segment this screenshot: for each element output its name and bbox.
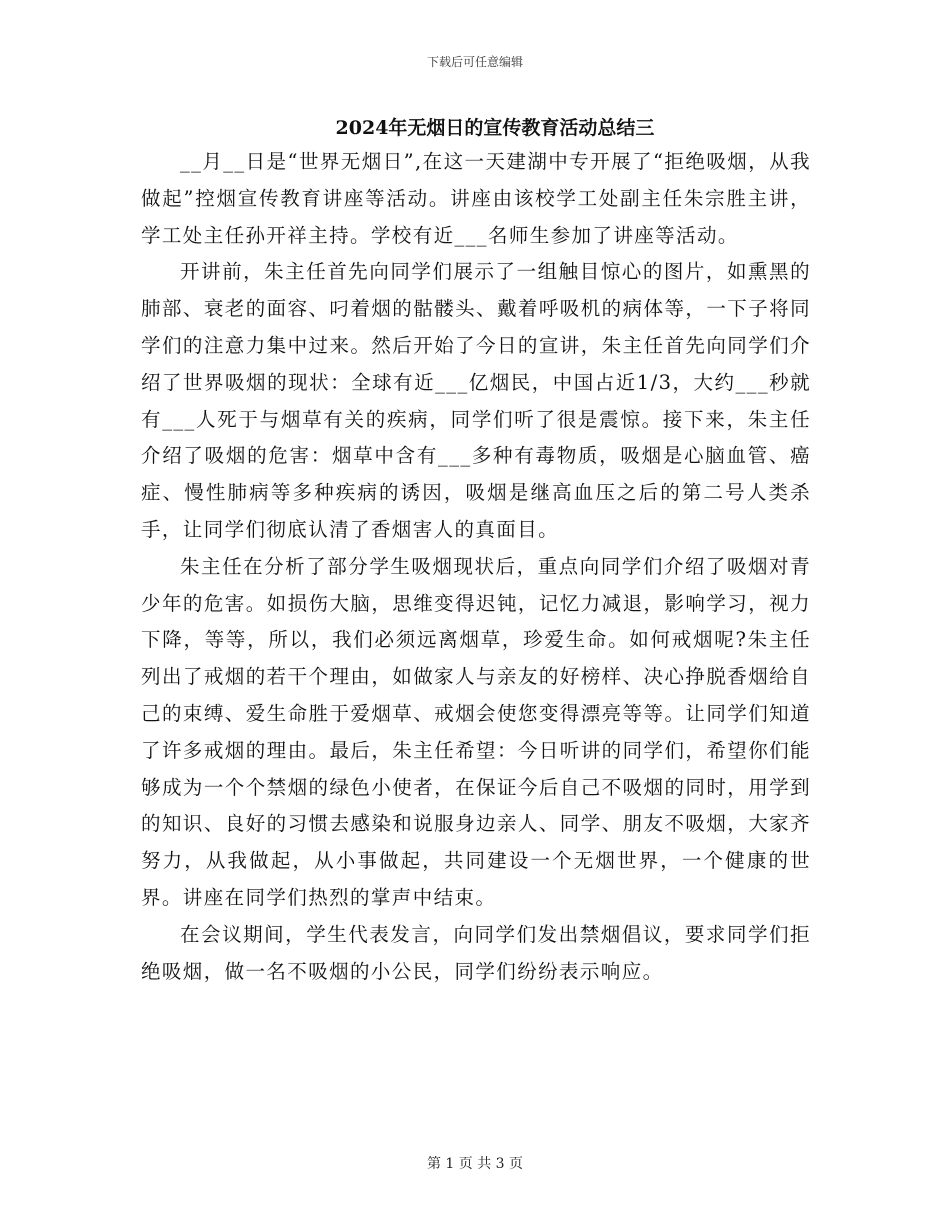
paragraph-4: 在会议期间，学生代表发言，向同学们发出禁烟倡议，要求同学们拒绝吸烟，做一名不吸烟的小公民，同学们纷纷表示响应。	[141, 922, 811, 983]
page-number: 第 1 页 共 3 页	[426, 1156, 524, 1172]
paragraph-2: 开讲前，朱主任首先向同学们展示了一组触目惊心的图片，如熏黑的肺部、衰老的面容、叼着烟的骷髅头、戴着呼吸机的病体等，一下子将同学们的注意力集中过来。然后开始了今日的宣讲，朱主任首先向同学们介绍了世界吸烟的现状：全球有近___亿烟民，中国占近1/3，大约___秒就有___人死于与烟草有关的疾病，同学们听了很是震惊。接下来，朱主任介绍了吸烟的危害：烟草中含有___多种有毒物质，吸烟是心脑血管、癌症、慢性肺病等多种疾病的诱因，吸烟是继高血压之后的第二号人类杀手，让同学们彻底认清了香烟害人的真面目。	[141, 260, 811, 541]
paragraph-3: 朱主任在分析了部分学生吸烟现状后，重点向同学们介绍了吸烟对青少年的危害。如损伤大脑，思维变得迟钝，记忆力减退，影响学习，视力下降，等等，所以，我们必须远离烟草，珍爱生命。如何戒烟呢?朱主任列出了戒烟的若干个理由，如做家人与亲友的好榜样、决心挣脱香烟给自己的束缚、爱生命胜于爱烟草、戒烟会使您变得漂亮等等。让同学们知道了许多戒烟的理由。最后，朱主任希望：今日听讲的同学们，希望你们能够成为一个个禁烟的绿色小使者，在保证今后自己不吸烟的同时，用学到的知识、良好的习惯去感染和说服身边亲人、同学、朋友不吸烟，大家齐努力，从我做起，从小事做起，共同建设一个无烟世界，一个健康的世界。讲座在同学们热烈的掌声中结束。	[141, 554, 811, 909]
document-title: 2024年无烟日的宣传教育活动总结三	[335, 117, 655, 139]
document-body	[141, 144, 811, 990]
page-header-note: 下载后可任意编辑	[426, 55, 523, 69]
paragraph-1: __月__日是“世界无烟日”,在这一天建湖中专开展了“拒绝吸烟，从我做起”控烟宣传教育讲座等活动。讲座由该校学工处副主任朱宗胜主讲，学工处主任孙开祥主持。学校有近___名师生参加了讲座等活动。	[141, 150, 811, 247]
